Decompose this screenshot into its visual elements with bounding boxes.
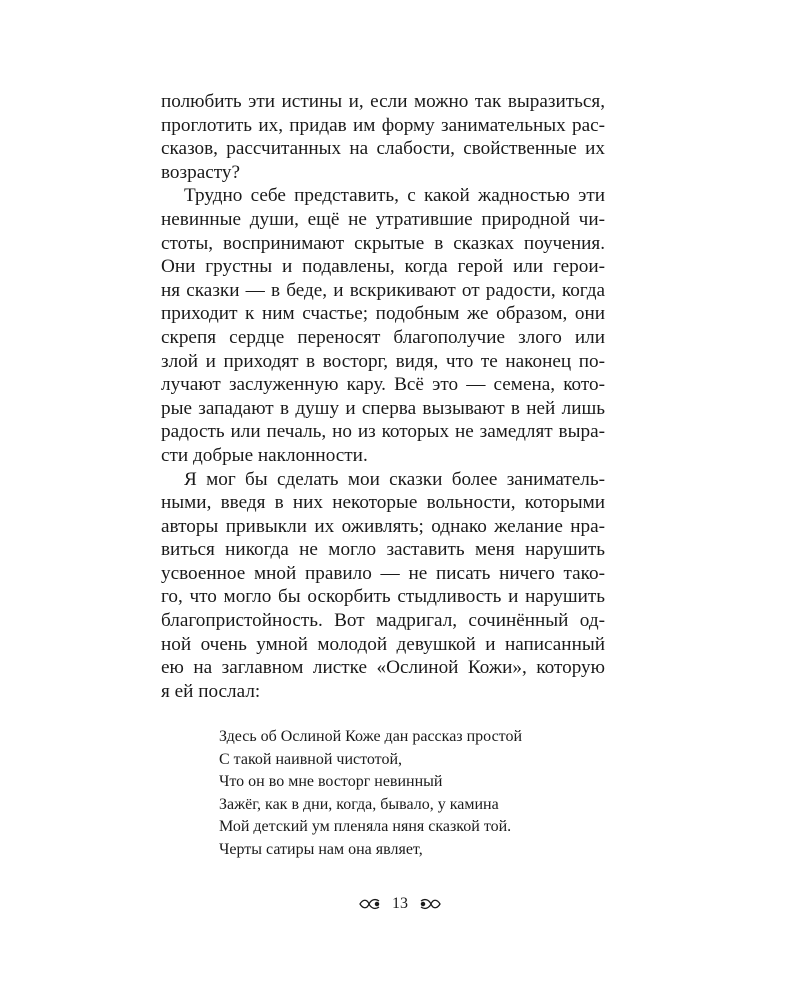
text-line: ня сказки — в беде, и вскрикивают от радости, когда	[161, 279, 605, 301]
poem-quote	[219, 726, 599, 862]
poem-line: С такой наивной чистотой,	[219, 750, 403, 768]
text-line: скрепя сердце переносят благополучие злого или	[161, 326, 605, 348]
text-line: злой и приходят в восторг, видя, что те наконец по-	[161, 350, 605, 372]
text-line: приходит к ним счастье; подобным же образом, они	[161, 303, 605, 325]
text-line: проглотить их, придав им форму занимательных рас-	[161, 114, 605, 136]
text-line: рые западают в душу и сперва вызывают в ней лишь	[161, 397, 605, 419]
page-number: 13	[392, 895, 408, 912]
text-line: виться никогда не могло заставить меня нарушить	[161, 539, 605, 561]
poem-line: Черты сатиры нам она являет,	[219, 840, 423, 858]
text-line: авторы привыкли их оживлять; однако желание нра-	[161, 515, 605, 537]
fleuron-icon	[358, 896, 382, 912]
poem-line: Мой детский ум пленяла няня сказкой той.	[219, 818, 512, 836]
text-line: усвоенное мной правило — не писать ничего тако-	[161, 562, 605, 584]
text-line: лучают заслуженную кару. Всё это — семена, кото-	[161, 374, 605, 396]
text-line: ею на заглавном листке «Ослиной Кожи», которую	[161, 657, 605, 679]
text-line: радость или печаль, но из которых не замедлят выра-	[161, 421, 605, 443]
text-line: Я мог бы сделать мои сказки более заниматель-	[184, 468, 605, 490]
text-line: полюбить эти истины и, если можно так выразиться,	[161, 91, 605, 112]
poem-line: Зажёг, как в дни, когда, бывало, у камина	[219, 795, 499, 813]
text-line: стоты, воспринимают скрытые в сказках поучения.	[161, 232, 605, 254]
text-line: Они грустны и подавлены, когда герой или герои-	[161, 256, 605, 278]
body-text	[161, 90, 605, 703]
poem-line: Здесь об Ослиной Коже дан рассказ простой	[219, 728, 523, 745]
text-line: сти добрые наклонности.	[161, 444, 368, 466]
text-line: я ей послал:	[161, 680, 261, 702]
text-line: ной очень умной молодой девушкой и написанный	[161, 633, 605, 655]
text-line: сказов, рассчитанных на слабости, свойственные их	[161, 138, 605, 160]
text-line: благопристойность. Вот мадригал, сочинённый од-	[161, 610, 605, 632]
text-line: возрасту?	[161, 161, 240, 183]
poem-line: Что он во мне восторг невинный	[219, 773, 443, 791]
text-line: го, что могло бы оскорбить стыдливость и нарушить	[161, 586, 605, 608]
fleuron-icon	[418, 896, 442, 912]
text-line: ными, введя в них некоторые вольности, которыми	[161, 492, 605, 514]
page-footer	[0, 892, 800, 916]
text-line: невинные души, ещё не утратившие природной чи-	[161, 208, 605, 230]
text-line: Трудно себе представить, с какой жадностью эти	[184, 185, 605, 207]
